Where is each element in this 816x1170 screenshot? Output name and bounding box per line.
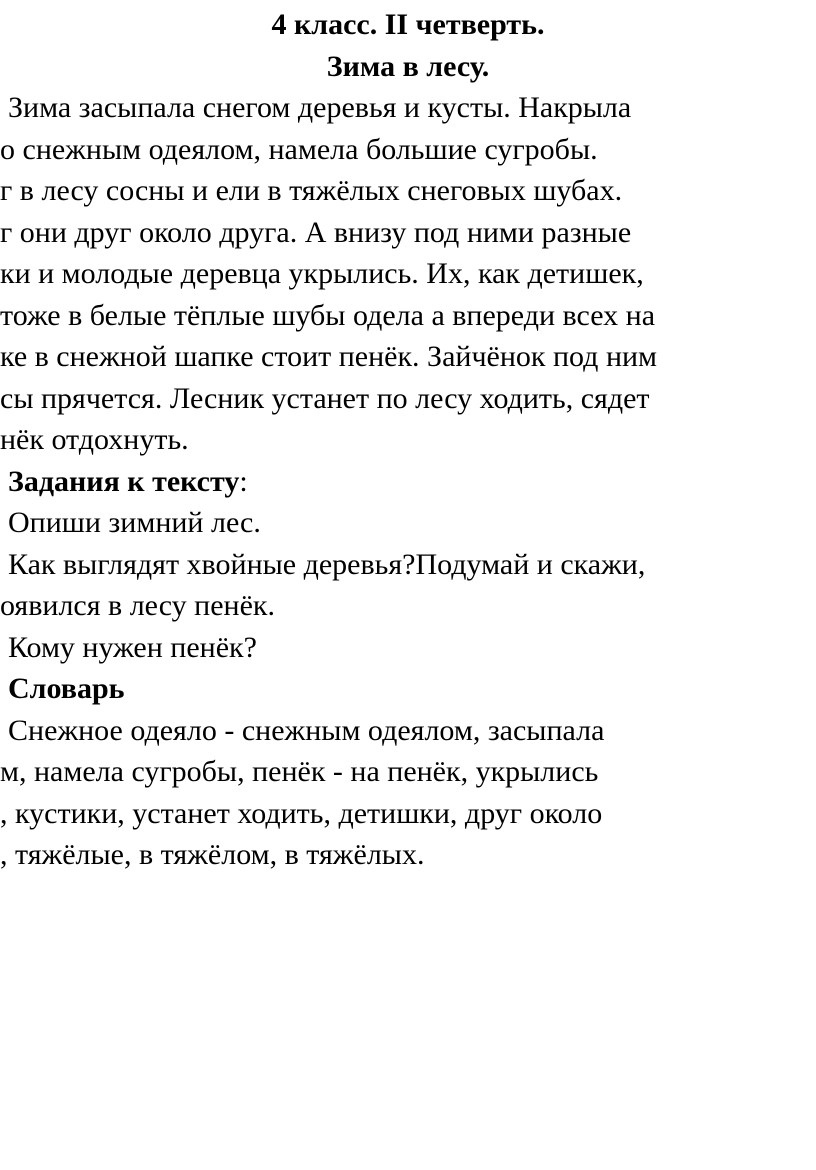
story-line: сы прячется. Лесник устанет по лесу ходить, сядет: [0, 382, 650, 415]
document-title-story: Зима в лесу.: [326, 50, 490, 83]
document-title-grade: 4 класс. II четверть.: [271, 8, 545, 41]
task-item: Как выглядят хвойные деревья?Подумай и скажи,: [8, 548, 646, 581]
story-line: г в лесу сосны и ели в тяжёлых снеговых шубах.: [0, 174, 623, 207]
story-line: ке в снежной шапке стоит пенёк. Зайчёнок под ним: [0, 340, 658, 373]
story-line: ки и молодые деревца укрылись. Их, как детишек,: [0, 257, 644, 290]
dictionary-heading: Словарь: [8, 672, 125, 705]
dictionary-line: Снежное одеяло - снежным одеялом, засыпала: [8, 714, 605, 747]
story-line: г они друг около друга. А внизу под ними разные: [0, 216, 632, 249]
task-item: Кому нужен пенёк?: [8, 631, 257, 664]
dictionary-line: , кустики, устанет ходить, детишки, друг около: [0, 797, 603, 830]
task-item: Опиши зимний лес.: [8, 506, 261, 539]
tasks-heading-colon: :: [239, 465, 248, 498]
story-line: тоже в белые тёплые шубы одела а впереди всех на: [0, 299, 656, 332]
story-line: Зима засыпала снегом деревья и кусты. Накрыла: [8, 91, 632, 124]
task-item: оявился в лесу пенёк.: [0, 589, 275, 622]
dictionary-line: м, намела сугробы, пенёк - на пенёк, укрылись: [0, 755, 599, 788]
tasks-heading-line: [8, 462, 248, 502]
story-line: о снежным одеялом, намела большие сугробы.: [0, 133, 598, 166]
tasks-heading: Задания к тексту: [8, 465, 240, 498]
dictionary-line: , тяжёлые, в тяжёлом, в тяжёлых.: [0, 838, 425, 871]
story-line: нёк отдохнуть.: [0, 423, 189, 456]
